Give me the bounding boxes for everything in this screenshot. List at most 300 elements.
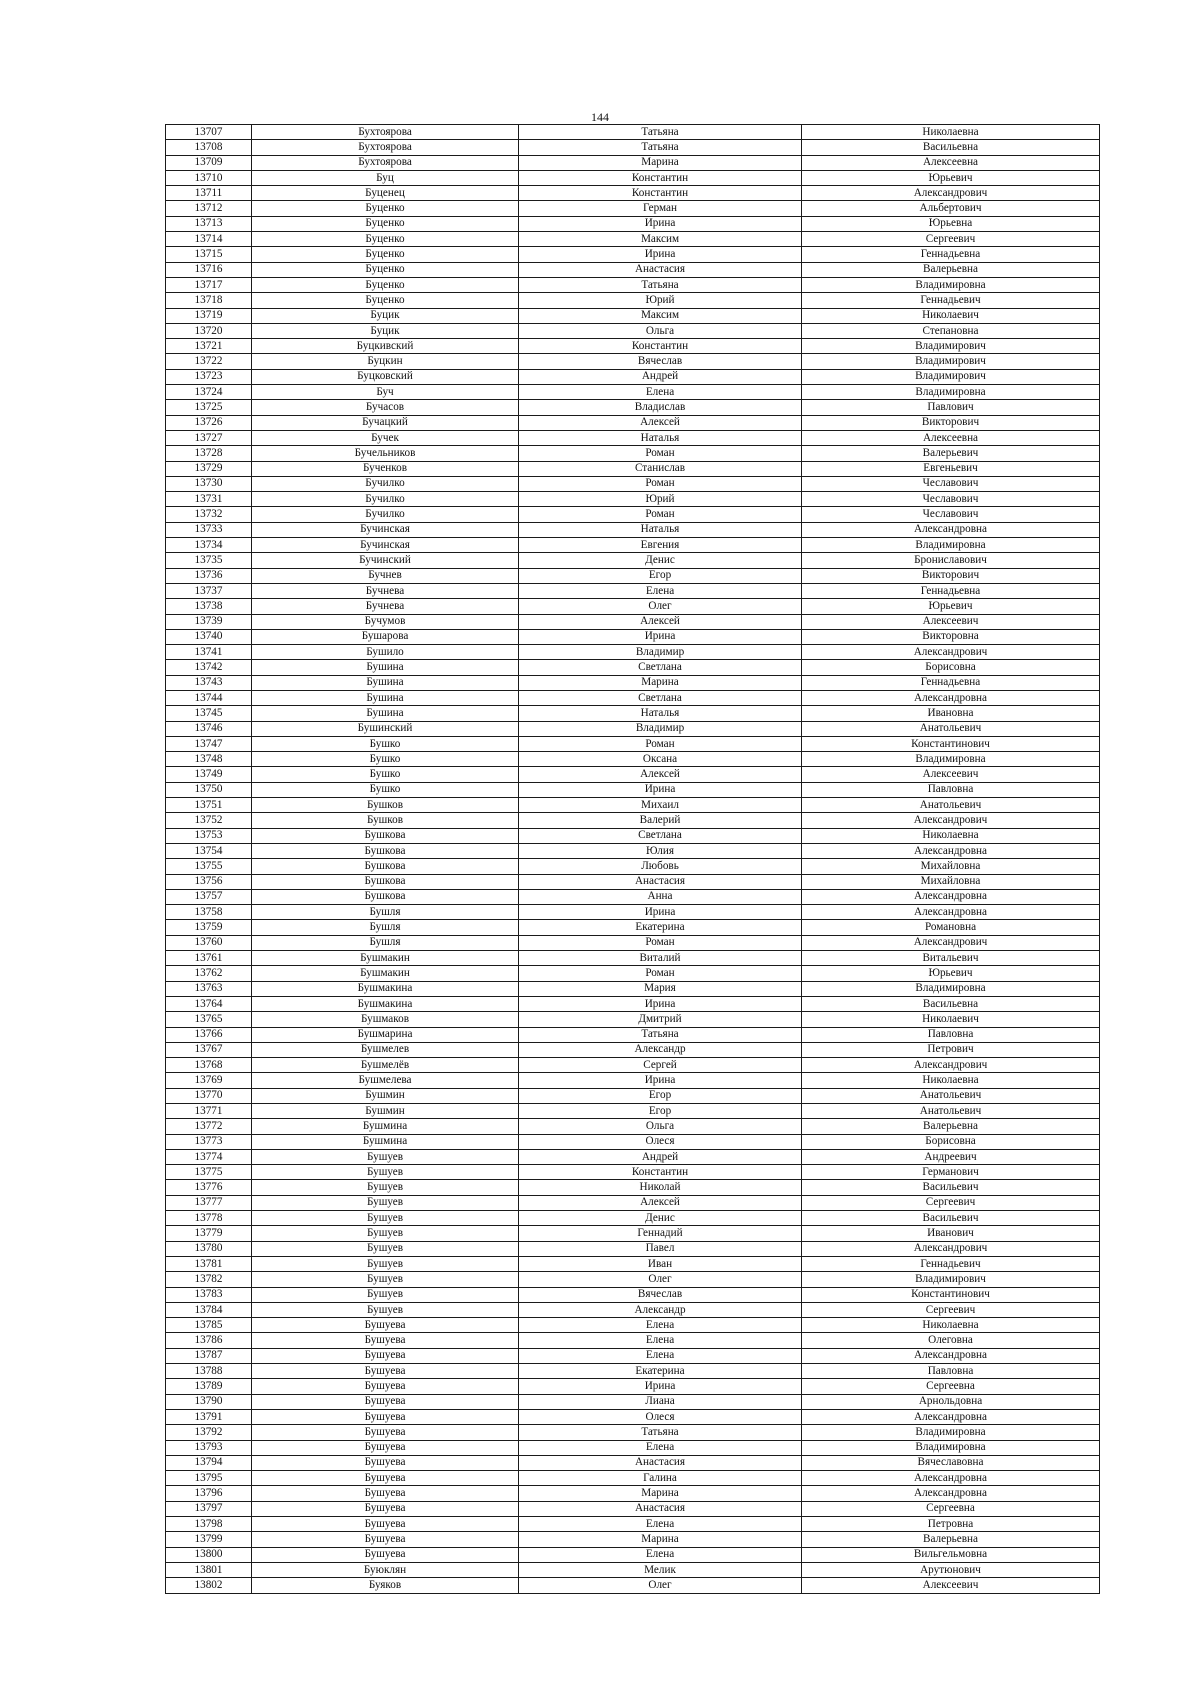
- first-name-cell: Марина: [519, 1532, 802, 1547]
- table-row: [166, 905, 1100, 920]
- patronymic-cell: Анатольевич: [802, 798, 1100, 813]
- patronymic-cell: Павловна: [802, 1027, 1100, 1042]
- record-number-cell: 13715: [166, 247, 252, 262]
- last-name-cell: Буценец: [252, 186, 519, 201]
- table-row: [166, 216, 1100, 231]
- patronymic-cell: Васильевич: [802, 1180, 1100, 1195]
- first-name-cell: Олег: [519, 1578, 802, 1593]
- first-name-cell: Вячеслав: [519, 354, 802, 369]
- first-name-cell: Ирина: [519, 905, 802, 920]
- last-name-cell: Бушуев: [252, 1180, 519, 1195]
- patronymic-cell: Анатольевич: [802, 1104, 1100, 1119]
- last-name-cell: Бушуев: [252, 1287, 519, 1302]
- first-name-cell: Николай: [519, 1180, 802, 1195]
- first-name-cell: Ирина: [519, 629, 802, 644]
- patronymic-cell: Викторовна: [802, 629, 1100, 644]
- last-name-cell: Буцкин: [252, 354, 519, 369]
- last-name-cell: Бушуева: [252, 1532, 519, 1547]
- last-name-cell: Бушмин: [252, 1104, 519, 1119]
- last-name-cell: Бучумов: [252, 614, 519, 629]
- table-row: [166, 308, 1100, 323]
- first-name-cell: Ольга: [519, 1119, 802, 1134]
- record-number-cell: 13738: [166, 599, 252, 614]
- first-name-cell: Егор: [519, 1104, 802, 1119]
- record-number-cell: 13730: [166, 476, 252, 491]
- last-name-cell: Буц: [252, 170, 519, 185]
- table-row: [166, 1501, 1100, 1516]
- last-name-cell: Бушуев: [252, 1241, 519, 1256]
- first-name-cell: Михаил: [519, 798, 802, 813]
- last-name-cell: Бушмакин: [252, 966, 519, 981]
- first-name-cell: Екатерина: [519, 1364, 802, 1379]
- patronymic-cell: Константинович: [802, 1287, 1100, 1302]
- patronymic-cell: Александрович: [802, 813, 1100, 828]
- first-name-cell: Александр: [519, 1302, 802, 1317]
- patronymic-cell: Павловна: [802, 1364, 1100, 1379]
- last-name-cell: Буцик: [252, 308, 519, 323]
- table-row: [166, 155, 1100, 170]
- last-name-cell: Бушина: [252, 706, 519, 721]
- record-number-cell: 13781: [166, 1256, 252, 1271]
- patronymic-cell: Павлович: [802, 400, 1100, 415]
- patronymic-cell: Николаевна: [802, 1318, 1100, 1333]
- table-row: [166, 614, 1100, 629]
- record-number-cell: 13747: [166, 736, 252, 751]
- record-number-cell: 13780: [166, 1241, 252, 1256]
- record-number-cell: 13802: [166, 1578, 252, 1593]
- patronymic-cell: Чеславович: [802, 492, 1100, 507]
- record-number-cell: 13756: [166, 874, 252, 889]
- first-name-cell: Станислав: [519, 461, 802, 476]
- last-name-cell: Буценко: [252, 232, 519, 247]
- record-number-cell: 13761: [166, 951, 252, 966]
- table-row: [166, 1195, 1100, 1210]
- record-number-cell: 13787: [166, 1348, 252, 1363]
- table-row: [166, 1042, 1100, 1057]
- record-number-cell: 13789: [166, 1379, 252, 1394]
- last-name-cell: Бушина: [252, 675, 519, 690]
- record-number-cell: 13785: [166, 1318, 252, 1333]
- table-row: [166, 277, 1100, 292]
- first-name-cell: Светлана: [519, 690, 802, 705]
- first-name-cell: Алексей: [519, 415, 802, 430]
- patronymic-cell: Сергеевич: [802, 1302, 1100, 1317]
- table-row: [166, 415, 1100, 430]
- first-name-cell: Дмитрий: [519, 1012, 802, 1027]
- record-number-cell: 13711: [166, 186, 252, 201]
- last-name-cell: Буюклян: [252, 1562, 519, 1577]
- record-number-cell: 13707: [166, 125, 252, 140]
- table-row: [166, 1119, 1100, 1134]
- record-number-cell: 13735: [166, 553, 252, 568]
- last-name-cell: Бушуева: [252, 1501, 519, 1516]
- patronymic-cell: Чеславович: [802, 476, 1100, 491]
- record-number-cell: 13728: [166, 446, 252, 461]
- last-name-cell: Бушарова: [252, 629, 519, 644]
- last-name-cell: Бушуева: [252, 1425, 519, 1440]
- record-number-cell: 13740: [166, 629, 252, 644]
- table-row: [166, 1104, 1100, 1119]
- last-name-cell: Бучнева: [252, 583, 519, 598]
- patronymic-cell: Юрьевич: [802, 966, 1100, 981]
- last-name-cell: Буценко: [252, 293, 519, 308]
- patronymic-cell: Николаевич: [802, 308, 1100, 323]
- last-name-cell: Бушля: [252, 935, 519, 950]
- record-number-cell: 13786: [166, 1333, 252, 1348]
- record-number-cell: 13782: [166, 1272, 252, 1287]
- table-row: [166, 721, 1100, 736]
- record-number-cell: 13729: [166, 461, 252, 476]
- table-row: [166, 1394, 1100, 1409]
- last-name-cell: Бушмелева: [252, 1073, 519, 1088]
- patronymic-cell: Александровна: [802, 1348, 1100, 1363]
- last-name-cell: Бушкова: [252, 874, 519, 889]
- record-number-cell: 13739: [166, 614, 252, 629]
- first-name-cell: Алексей: [519, 614, 802, 629]
- first-name-cell: Анастасия: [519, 262, 802, 277]
- table-row: [166, 996, 1100, 1011]
- record-number-cell: 13749: [166, 767, 252, 782]
- table-row: [166, 1379, 1100, 1394]
- last-name-cell: Буценко: [252, 247, 519, 262]
- record-number-cell: 13800: [166, 1547, 252, 1562]
- last-name-cell: Бушило: [252, 645, 519, 660]
- last-name-cell: Буценко: [252, 262, 519, 277]
- table-row: [166, 125, 1100, 140]
- patronymic-cell: Александрович: [802, 1241, 1100, 1256]
- last-name-cell: Бушуева: [252, 1517, 519, 1532]
- first-name-cell: Евгения: [519, 538, 802, 553]
- record-number-cell: 13718: [166, 293, 252, 308]
- last-name-cell: Бушуева: [252, 1379, 519, 1394]
- last-name-cell: Бушуева: [252, 1318, 519, 1333]
- patronymic-cell: Сергеевич: [802, 1195, 1100, 1210]
- first-name-cell: Максим: [519, 232, 802, 247]
- first-name-cell: Олег: [519, 1272, 802, 1287]
- record-number-cell: 13746: [166, 721, 252, 736]
- record-number-cell: 13788: [166, 1364, 252, 1379]
- first-name-cell: Константин: [519, 1165, 802, 1180]
- patronymic-cell: Александровна: [802, 522, 1100, 537]
- table-row: [166, 813, 1100, 828]
- patronymic-cell: Романовна: [802, 920, 1100, 935]
- patronymic-cell: Альбертович: [802, 201, 1100, 216]
- record-number-cell: 13766: [166, 1027, 252, 1042]
- last-name-cell: Бушко: [252, 782, 519, 797]
- table-row: [166, 247, 1100, 262]
- last-name-cell: Бушуева: [252, 1364, 519, 1379]
- record-number-cell: 13767: [166, 1042, 252, 1057]
- record-number-cell: 13759: [166, 920, 252, 935]
- table-row: [166, 1364, 1100, 1379]
- table-row: [166, 232, 1100, 247]
- patronymic-cell: Ивановна: [802, 706, 1100, 721]
- table-row: [166, 170, 1100, 185]
- table-row: [166, 1425, 1100, 1440]
- last-name-cell: Бучилко: [252, 476, 519, 491]
- record-number-cell: 13727: [166, 430, 252, 445]
- patronymic-cell: Юрьевич: [802, 599, 1100, 614]
- last-name-cell: Бушуев: [252, 1211, 519, 1226]
- first-name-cell: Вячеслав: [519, 1287, 802, 1302]
- last-name-cell: Бушкова: [252, 859, 519, 874]
- table-row: [166, 1440, 1100, 1455]
- first-name-cell: Наталья: [519, 430, 802, 445]
- record-number-cell: 13774: [166, 1149, 252, 1164]
- table-row: [166, 828, 1100, 843]
- first-name-cell: Елена: [519, 1440, 802, 1455]
- first-name-cell: Ирина: [519, 247, 802, 262]
- last-name-cell: Бушмелёв: [252, 1058, 519, 1073]
- first-name-cell: Елена: [519, 1333, 802, 1348]
- table-row: [166, 843, 1100, 858]
- table-row: [166, 951, 1100, 966]
- table-row: [166, 1318, 1100, 1333]
- patronymic-cell: Петровна: [802, 1517, 1100, 1532]
- patronymic-cell: Сергеевна: [802, 1501, 1100, 1516]
- patronymic-cell: Александровна: [802, 905, 1100, 920]
- last-name-cell: Бушко: [252, 767, 519, 782]
- first-name-cell: Роман: [519, 446, 802, 461]
- patronymic-cell: Александровна: [802, 889, 1100, 904]
- patronymic-cell: Владимировна: [802, 1425, 1100, 1440]
- first-name-cell: Светлана: [519, 828, 802, 843]
- first-name-cell: Анастасия: [519, 1455, 802, 1470]
- record-number-cell: 13795: [166, 1471, 252, 1486]
- table-row: [166, 446, 1100, 461]
- last-name-cell: Бушмина: [252, 1119, 519, 1134]
- record-number-cell: 13731: [166, 492, 252, 507]
- last-name-cell: Бушуева: [252, 1440, 519, 1455]
- record-number-cell: 13752: [166, 813, 252, 828]
- patronymic-cell: Борисовна: [802, 1134, 1100, 1149]
- last-name-cell: Бушмакин: [252, 951, 519, 966]
- last-name-cell: Бушуева: [252, 1486, 519, 1501]
- patronymic-cell: Витальевич: [802, 951, 1100, 966]
- table-row: [166, 492, 1100, 507]
- first-name-cell: Ирина: [519, 1073, 802, 1088]
- first-name-cell: Юрий: [519, 293, 802, 308]
- first-name-cell: Геннадий: [519, 1226, 802, 1241]
- last-name-cell: Бушкова: [252, 828, 519, 843]
- record-number-cell: 13713: [166, 216, 252, 231]
- patronymic-cell: Михайловна: [802, 874, 1100, 889]
- table-row: [166, 1486, 1100, 1501]
- table-row: [166, 752, 1100, 767]
- first-name-cell: Татьяна: [519, 1425, 802, 1440]
- record-number-cell: 13799: [166, 1532, 252, 1547]
- last-name-cell: Бушкова: [252, 843, 519, 858]
- record-number-cell: 13784: [166, 1302, 252, 1317]
- table-row: [166, 736, 1100, 751]
- last-name-cell: Бушля: [252, 905, 519, 920]
- first-name-cell: Наталья: [519, 706, 802, 721]
- record-number-cell: 13769: [166, 1073, 252, 1088]
- first-name-cell: Наталья: [519, 522, 802, 537]
- table-row: [166, 920, 1100, 935]
- record-number-cell: 13710: [166, 170, 252, 185]
- record-number-cell: 13712: [166, 201, 252, 216]
- first-name-cell: Елена: [519, 385, 802, 400]
- table-row: [166, 798, 1100, 813]
- patronymic-cell: Чеславович: [802, 507, 1100, 522]
- patronymic-cell: Николаевна: [802, 125, 1100, 140]
- first-name-cell: Сергей: [519, 1058, 802, 1073]
- last-name-cell: Буцкивский: [252, 339, 519, 354]
- record-number-cell: 13773: [166, 1134, 252, 1149]
- record-number-cell: 13714: [166, 232, 252, 247]
- first-name-cell: Роман: [519, 736, 802, 751]
- patronymic-cell: Алексеевич: [802, 614, 1100, 629]
- last-name-cell: Буцковский: [252, 369, 519, 384]
- table-row: [166, 1073, 1100, 1088]
- first-name-cell: Андрей: [519, 1149, 802, 1164]
- patronymic-cell: Васильевич: [802, 1211, 1100, 1226]
- first-name-cell: Ирина: [519, 1379, 802, 1394]
- record-number-cell: 13796: [166, 1486, 252, 1501]
- table-row: [166, 1012, 1100, 1027]
- record-number-cell: 13724: [166, 385, 252, 400]
- record-number-cell: 13783: [166, 1287, 252, 1302]
- first-name-cell: Александр: [519, 1042, 802, 1057]
- first-name-cell: Ольга: [519, 323, 802, 338]
- last-name-cell: Бушуева: [252, 1409, 519, 1424]
- patronymic-cell: Викторович: [802, 568, 1100, 583]
- patronymic-cell: Анатольевич: [802, 721, 1100, 736]
- record-number-cell: 13736: [166, 568, 252, 583]
- last-name-cell: Бушуева: [252, 1394, 519, 1409]
- patronymic-cell: Владимировна: [802, 277, 1100, 292]
- last-name-cell: Бушмелев: [252, 1042, 519, 1057]
- record-number-cell: 13754: [166, 843, 252, 858]
- last-name-cell: Бучасов: [252, 400, 519, 415]
- table-row: [166, 675, 1100, 690]
- table-row: [166, 1409, 1100, 1424]
- last-name-cell: Буценко: [252, 216, 519, 231]
- last-name-cell: Буценко: [252, 277, 519, 292]
- record-number-cell: 13762: [166, 966, 252, 981]
- last-name-cell: Бучилко: [252, 507, 519, 522]
- table-row: [166, 583, 1100, 598]
- record-number-cell: 13720: [166, 323, 252, 338]
- table-row: [166, 1256, 1100, 1271]
- last-name-cell: Бучельников: [252, 446, 519, 461]
- record-number-cell: 13760: [166, 935, 252, 950]
- patronymic-cell: Алексеевна: [802, 155, 1100, 170]
- last-name-cell: Буцик: [252, 323, 519, 338]
- first-name-cell: Татьяна: [519, 125, 802, 140]
- record-number-cell: 13733: [166, 522, 252, 537]
- first-name-cell: Галина: [519, 1471, 802, 1486]
- record-number-cell: 13744: [166, 690, 252, 705]
- patronymic-cell: Александровна: [802, 1409, 1100, 1424]
- first-name-cell: Анна: [519, 889, 802, 904]
- patronymic-cell: Александрович: [802, 186, 1100, 201]
- last-name-cell: Бушко: [252, 736, 519, 751]
- last-name-cell: Бучек: [252, 430, 519, 445]
- record-number-cell: 13726: [166, 415, 252, 430]
- record-number-cell: 13768: [166, 1058, 252, 1073]
- first-name-cell: Мелик: [519, 1562, 802, 1577]
- patronymic-cell: Алексеевна: [802, 430, 1100, 445]
- first-name-cell: Константин: [519, 170, 802, 185]
- last-name-cell: Буяков: [252, 1578, 519, 1593]
- table-row: [166, 889, 1100, 904]
- table-row: [166, 293, 1100, 308]
- table-row: [166, 1517, 1100, 1532]
- record-number-cell: 13764: [166, 996, 252, 1011]
- table-row: [166, 323, 1100, 338]
- table-row: [166, 966, 1100, 981]
- record-number-cell: 13758: [166, 905, 252, 920]
- record-number-cell: 13745: [166, 706, 252, 721]
- first-name-cell: Иван: [519, 1256, 802, 1271]
- table-row: [166, 1211, 1100, 1226]
- record-number-cell: 13797: [166, 1501, 252, 1516]
- patronymic-cell: Михайловна: [802, 859, 1100, 874]
- first-name-cell: Елена: [519, 1547, 802, 1562]
- first-name-cell: Алексей: [519, 1195, 802, 1210]
- table-row: [166, 1471, 1100, 1486]
- table-row: [166, 522, 1100, 537]
- first-name-cell: Денис: [519, 553, 802, 568]
- last-name-cell: Бушкова: [252, 889, 519, 904]
- first-name-cell: Владимир: [519, 721, 802, 736]
- first-name-cell: Татьяна: [519, 140, 802, 155]
- first-name-cell: Егор: [519, 568, 802, 583]
- patronymic-cell: Степановна: [802, 323, 1100, 338]
- first-name-cell: Константин: [519, 186, 802, 201]
- first-name-cell: Ирина: [519, 216, 802, 231]
- table-row: [166, 874, 1100, 889]
- table-row: [166, 1226, 1100, 1241]
- patronymic-cell: Павловна: [802, 782, 1100, 797]
- table-row: [166, 645, 1100, 660]
- last-name-cell: Бушля: [252, 920, 519, 935]
- table-row: [166, 1165, 1100, 1180]
- first-name-cell: Елена: [519, 1318, 802, 1333]
- record-number-cell: 13743: [166, 675, 252, 690]
- record-number-cell: 13737: [166, 583, 252, 598]
- record-number-cell: 13722: [166, 354, 252, 369]
- record-number-cell: 13801: [166, 1562, 252, 1577]
- record-number-cell: 13757: [166, 889, 252, 904]
- record-number-cell: 13734: [166, 538, 252, 553]
- first-name-cell: Роман: [519, 935, 802, 950]
- first-name-cell: Алексей: [519, 767, 802, 782]
- last-name-cell: Бушуева: [252, 1471, 519, 1486]
- record-number-cell: 13779: [166, 1226, 252, 1241]
- first-name-cell: Елена: [519, 1517, 802, 1532]
- first-name-cell: Павел: [519, 1241, 802, 1256]
- record-number-cell: 13794: [166, 1455, 252, 1470]
- last-name-cell: Бушмарина: [252, 1027, 519, 1042]
- patronymic-cell: Александровна: [802, 843, 1100, 858]
- table-row: [166, 1562, 1100, 1577]
- first-name-cell: Анастасия: [519, 874, 802, 889]
- last-name-cell: Бучинская: [252, 522, 519, 537]
- patronymic-cell: Юрьевич: [802, 170, 1100, 185]
- record-number-cell: 13709: [166, 155, 252, 170]
- table-row: [166, 553, 1100, 568]
- first-name-cell: Светлана: [519, 660, 802, 675]
- patronymic-cell: Валерьевна: [802, 1119, 1100, 1134]
- first-name-cell: Лиана: [519, 1394, 802, 1409]
- last-name-cell: Бушуев: [252, 1256, 519, 1271]
- table-row: [166, 354, 1100, 369]
- patronymic-cell: Владимирович: [802, 1272, 1100, 1287]
- first-name-cell: Любовь: [519, 859, 802, 874]
